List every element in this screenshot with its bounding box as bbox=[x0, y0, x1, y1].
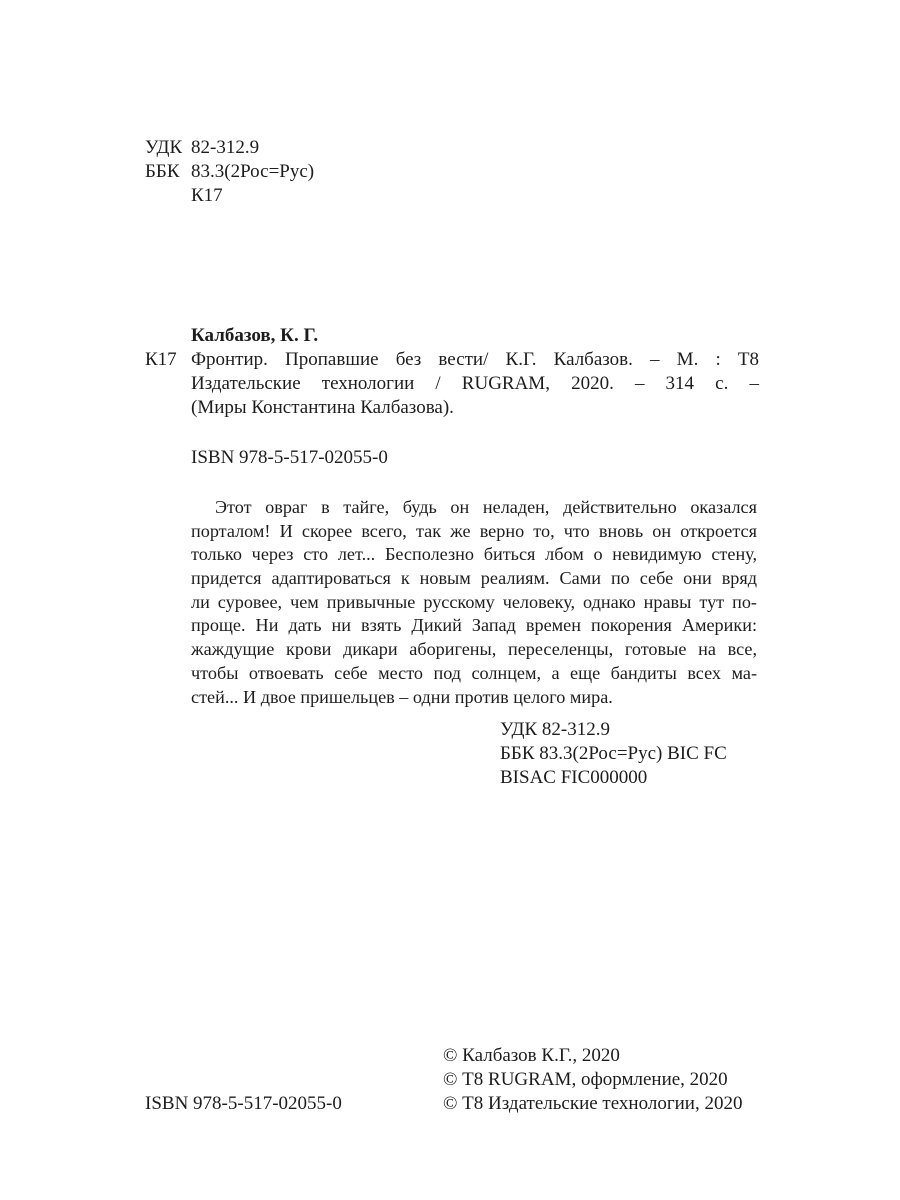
annotation bbox=[191, 496, 757, 709]
record-entry bbox=[145, 348, 759, 420]
copyright-block bbox=[443, 1044, 742, 1116]
annotation-line: жаждущие крови дикари аборигены, переселенцы, готовые на все, bbox=[191, 639, 757, 660]
udk-label: УДК bbox=[145, 137, 183, 158]
copyright-line: © Т8 RUGRAM, оформление, 2020 bbox=[443, 1069, 728, 1090]
bbk-row bbox=[145, 160, 314, 184]
annotation-line: проще. Ни дать ни взять Дикий Запад времен покорения Америки: bbox=[191, 615, 757, 636]
copyright-line: © Т8 Издательские технологии, 2020 bbox=[443, 1093, 743, 1114]
bibliographic-record bbox=[145, 324, 759, 420]
record-line: Фронтир. Пропавшие без вести/ К.Г. Калбазов. – М. : Т8 bbox=[191, 349, 759, 370]
annotation-line: ли суровее, чем привычные русскому человеку, однако нравы тут по- bbox=[191, 591, 757, 612]
udk-value: 82-312.9 bbox=[191, 137, 260, 158]
bbk-value: 83.3(2Рос=Рус) bbox=[191, 161, 315, 182]
bbk-bic-code: ББК 83.3(2Рос=Рус) BIC FC bbox=[500, 743, 727, 764]
bbk-label: ББК bbox=[145, 161, 180, 182]
record-line: Издательские технологии / RUGRAM, 2020. – 314 с. – bbox=[191, 373, 759, 394]
udk-code: УДК 82-312.9 bbox=[500, 719, 610, 740]
isbn-bottom: ISBN 978-5-517-02055-0 bbox=[145, 1093, 342, 1114]
annotation-line: Этот овраг в тайге, будь он неладен, действительно оказался bbox=[215, 497, 757, 517]
classification-block bbox=[145, 136, 314, 208]
isbn-top: ISBN 978-5-517-02055-0 bbox=[191, 447, 388, 468]
annotation-line: придется адаптироваться к новым реалиям. Сами по себе они вряд bbox=[191, 568, 757, 589]
author-mark bbox=[145, 184, 314, 208]
annotation-line: чтобы отвоевать себе место под солнцем, а еще бандиты всех ма- bbox=[191, 662, 757, 683]
record-line: (Миры Константина Калбазова). bbox=[191, 397, 454, 418]
udk-row bbox=[145, 136, 314, 160]
annotation-line: стей... И двое пришельцев – одни против целого мира. bbox=[191, 686, 613, 707]
annotation-line: только через сто лет... Бесполезно биться лбом о невидимую стену, bbox=[191, 544, 757, 565]
annotation-line: порталом! И скорее всего, так же верно то, что вновь он откроется bbox=[191, 520, 757, 541]
copyright-line: © Калбазов К.Г., 2020 bbox=[443, 1045, 620, 1066]
record-author: Калбазов, К. Г. bbox=[191, 325, 319, 346]
classification-codes bbox=[500, 718, 727, 790]
record-code: К17 bbox=[145, 349, 177, 370]
author-mark-value: К17 bbox=[191, 185, 223, 206]
bisac-code: BISAC FIC000000 bbox=[500, 767, 648, 788]
